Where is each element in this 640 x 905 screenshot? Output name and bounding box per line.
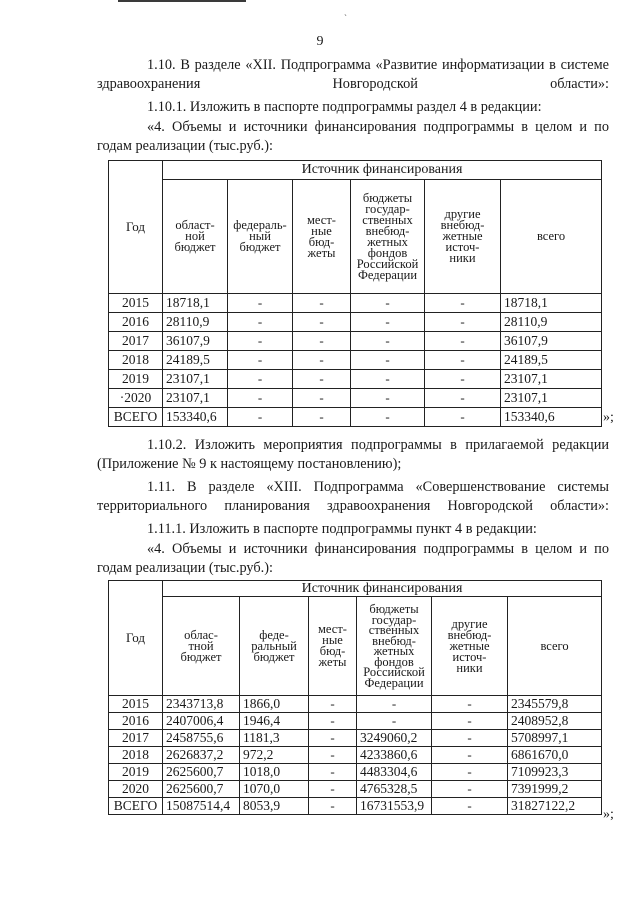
cell-total: 28110,9 (501, 313, 602, 332)
paragraph-1-10-2: 1.10.2. Изложить мероприятия подпрограммы в прилагаемой редакции (Приложение № 9 к настоящему постановлению); (97, 437, 609, 472)
cell-state-funds: - (351, 370, 425, 389)
cell-other-sources: - (425, 389, 501, 408)
cell-regional-budget: 18718,1 (163, 294, 228, 313)
table-1-closing-quote: »; (603, 410, 614, 425)
table-row (109, 351, 602, 370)
cell-total: 7109923,3 (508, 764, 602, 781)
cell-other-sources: - (425, 408, 501, 427)
cell-state-funds: 4483304,6 (357, 764, 432, 781)
table-row (109, 332, 602, 351)
cell-local-budgets: - (293, 313, 351, 332)
cell-federal-budget: 8053,9 (240, 798, 309, 815)
cell-state-funds: 4765328,5 (357, 781, 432, 798)
cell-other-sources: - (425, 313, 501, 332)
cell-federal-budget: 1866,0 (240, 696, 309, 713)
cell-local-budgets: - (309, 730, 357, 747)
cell-year: 2020 (109, 781, 163, 798)
cell-federal-budget: 1181,3 (240, 730, 309, 747)
table-row (109, 713, 602, 730)
header-other-sources: другие внебюд- жетные источ- ники (432, 597, 508, 696)
cell-state-funds: - (357, 713, 432, 730)
cell-year: 2016 (109, 313, 163, 332)
cell-total: 2345579,8 (508, 696, 602, 713)
cell-state-funds: - (357, 696, 432, 713)
header-local-budgets: мест- ные бюд- жеты (293, 180, 351, 294)
cell-regional-budget: 15087514,4 (163, 798, 240, 815)
cell-regional-budget: 24189,5 (163, 351, 228, 370)
header-total: всего (501, 180, 602, 294)
cell-year: 2017 (109, 730, 163, 747)
table-row (109, 747, 602, 764)
cell-other-sources: - (425, 294, 501, 313)
paragraph-section4-heading-1: «4. Объемы и источники финансирования подпрограммы в целом и по годам реализации (тыс.руб.): (97, 119, 609, 154)
header-local-budgets: мест- ные бюд- жеты (309, 597, 357, 696)
table-2-closing-quote: »; (603, 807, 614, 822)
cell-other-sources: - (432, 696, 508, 713)
cell-local-budgets: - (309, 747, 357, 764)
cell-local-budgets: - (293, 370, 351, 389)
cell-year: ·2020 (109, 389, 163, 408)
cell-local-budgets: - (293, 332, 351, 351)
scan-artifact-dot: ˎ (344, 6, 347, 16)
table-row (109, 764, 602, 781)
cell-total: 36107,9 (501, 332, 602, 351)
header-source: Источник финансирования (163, 161, 602, 180)
cell-year: 2015 (109, 294, 163, 313)
cell-federal-budget: - (228, 370, 293, 389)
scan-artifact-line (118, 0, 246, 2)
cell-year: 2018 (109, 747, 163, 764)
header-federal-budget: феде- ральный бюджет (240, 597, 309, 696)
cell-federal-budget: 1018,0 (240, 764, 309, 781)
header-federal-budget: федераль- ный бюджет (228, 180, 293, 294)
cell-federal-budget: 1070,0 (240, 781, 309, 798)
cell-regional-budget: 2625600,7 (163, 764, 240, 781)
cell-other-sources: - (432, 713, 508, 730)
cell-state-funds: - (351, 294, 425, 313)
table-row (109, 408, 602, 427)
cell-regional-budget: 28110,9 (163, 313, 228, 332)
table-row (109, 370, 602, 389)
paragraph-1-10: 1.10. В разделе «XII. Подпрограмма «Развитие информатизации в системе здравоохранения Новгородской области»: (97, 57, 609, 92)
cell-local-budgets: - (309, 696, 357, 713)
cell-federal-budget: - (228, 389, 293, 408)
cell-federal-budget: 1946,4 (240, 713, 309, 730)
header-state-funds: бюджеты государ- ственных внебюд- жетных фондов Российской Федерации (357, 597, 432, 696)
cell-state-funds: - (351, 313, 425, 332)
cell-other-sources: - (432, 781, 508, 798)
cell-year: ВСЕГО (109, 408, 163, 427)
table-row (109, 781, 602, 798)
cell-other-sources: - (432, 730, 508, 747)
header-other-sources: другие внебюд- жетные источ- ники (425, 180, 501, 294)
cell-state-funds: - (351, 351, 425, 370)
cell-federal-budget: - (228, 408, 293, 427)
cell-local-budgets: - (293, 294, 351, 313)
cell-local-budgets: - (309, 798, 357, 815)
cell-total: 23107,1 (501, 370, 602, 389)
cell-regional-budget: 23107,1 (163, 370, 228, 389)
table-row (109, 294, 602, 313)
cell-regional-budget: 2407006,4 (163, 713, 240, 730)
cell-total: 6861670,0 (508, 747, 602, 764)
cell-federal-budget: - (228, 313, 293, 332)
cell-total: 153340,6 (501, 408, 602, 427)
cell-regional-budget: 2626837,2 (163, 747, 240, 764)
cell-total: 18718,1 (501, 294, 602, 313)
cell-state-funds: - (351, 389, 425, 408)
paragraph-1-10-1: 1.10.1. Изложить в паспорте подпрограммы раздел 4 в редакции: (147, 99, 542, 115)
cell-regional-budget: 23107,1 (163, 389, 228, 408)
cell-total: 23107,1 (501, 389, 602, 408)
cell-local-budgets: - (309, 713, 357, 730)
cell-year: ВСЕГО (109, 798, 163, 815)
cell-other-sources: - (425, 351, 501, 370)
table-row (109, 313, 602, 332)
cell-other-sources: - (432, 747, 508, 764)
header-year: Год (109, 581, 163, 696)
cell-total: 24189,5 (501, 351, 602, 370)
cell-state-funds: 4233860,6 (357, 747, 432, 764)
table-row (109, 389, 602, 408)
header-total: всего (508, 597, 602, 696)
cell-state-funds: - (351, 332, 425, 351)
cell-total: 2408952,8 (508, 713, 602, 730)
header-source: Источник финансирования (163, 581, 602, 597)
cell-other-sources: - (425, 370, 501, 389)
cell-year: 2017 (109, 332, 163, 351)
cell-other-sources: - (432, 764, 508, 781)
cell-year: 2019 (109, 370, 163, 389)
cell-local-budgets: - (293, 389, 351, 408)
cell-regional-budget: 153340,6 (163, 408, 228, 427)
financing-table-2 (108, 580, 602, 815)
header-state-funds: бюджеты государ- ственных внебюд- жетных фондов Российской Федерации (351, 180, 425, 294)
table-row (109, 798, 602, 815)
cell-local-budgets: - (293, 351, 351, 370)
cell-regional-budget: 2458755,6 (163, 730, 240, 747)
cell-local-budgets: - (293, 408, 351, 427)
cell-year: 2019 (109, 764, 163, 781)
cell-state-funds: 16731553,9 (357, 798, 432, 815)
cell-other-sources: - (432, 798, 508, 815)
header-regional-budget: област- ной бюджет (163, 180, 228, 294)
cell-regional-budget: 2625600,7 (163, 781, 240, 798)
cell-local-budgets: - (309, 781, 357, 798)
cell-total: 5708997,1 (508, 730, 602, 747)
page-number: 9 (316, 34, 324, 49)
cell-total: 31827122,2 (508, 798, 602, 815)
financing-table-1 (108, 160, 602, 427)
cell-federal-budget: - (228, 332, 293, 351)
cell-regional-budget: 2343713,8 (163, 696, 240, 713)
table-row (109, 730, 602, 747)
header-regional-budget: облас- тной бюджет (163, 597, 240, 696)
paragraph-1-11-1: 1.11.1. Изложить в паспорте подпрограммы пункт 4 в редакции: (147, 521, 537, 537)
cell-total: 7391999,2 (508, 781, 602, 798)
cell-federal-budget: - (228, 351, 293, 370)
cell-year: 2015 (109, 696, 163, 713)
paragraph-section4-heading-2: «4. Объемы и источники финансирования подпрограммы в целом и по годам реализации (тыс.руб.): (97, 541, 609, 576)
header-year: Год (109, 161, 163, 294)
cell-state-funds: 3249060,2 (357, 730, 432, 747)
cell-regional-budget: 36107,9 (163, 332, 228, 351)
cell-local-budgets: - (309, 764, 357, 781)
cell-federal-budget: - (228, 294, 293, 313)
paragraph-1-11: 1.11. В разделе «XIII. Подпрограмма «Совершенствование системы территориального планирования здравоохранения Новгородской области»: (97, 479, 609, 514)
cell-federal-budget: 972,2 (240, 747, 309, 764)
table-row (109, 696, 602, 713)
cell-state-funds: - (351, 408, 425, 427)
cell-year: 2018 (109, 351, 163, 370)
cell-other-sources: - (425, 332, 501, 351)
cell-year: 2016 (109, 713, 163, 730)
